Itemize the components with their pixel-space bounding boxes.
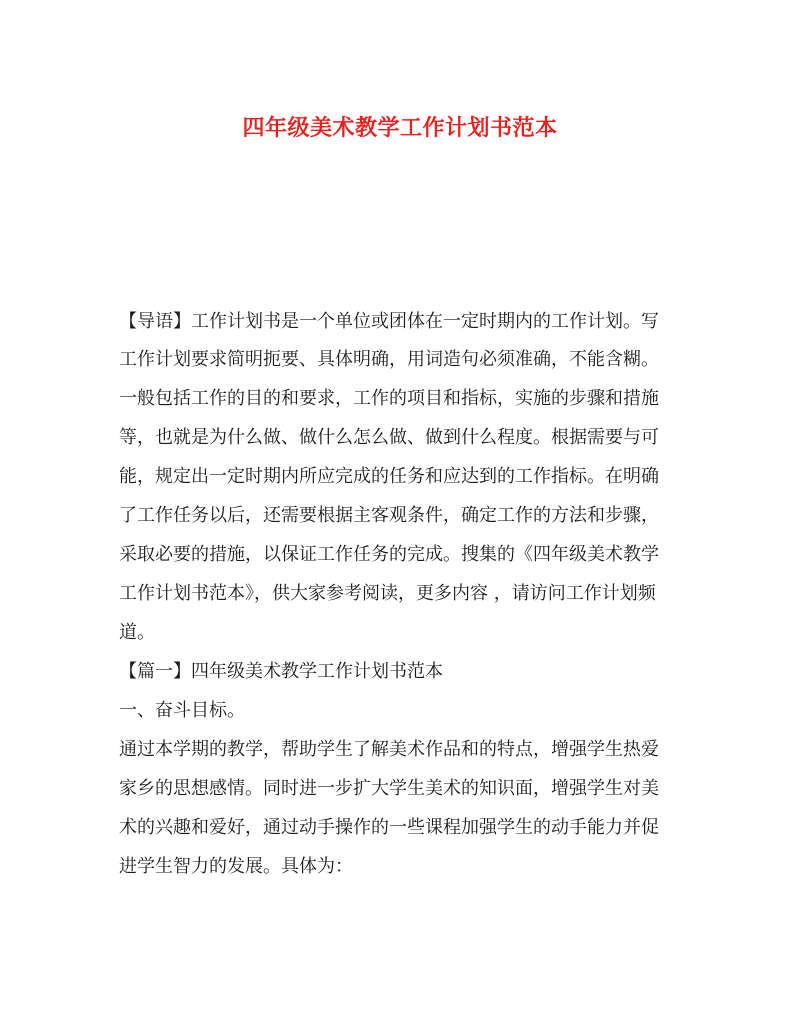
body-line-2: 工作计划要求简明扼要、具体明确，用词造句必须准确，不能含糊。 (119, 349, 659, 370)
body-line-12: 通过本学期的教学，帮助学生了解美术作品和的特点，增强学生热爱 (119, 739, 659, 760)
subsection-heading: 一、奋斗目标。 (119, 700, 245, 721)
body-line-14: 术的兴趣和爱好，通过动手操作的一些课程加强学生的动手能力并促 (119, 817, 659, 838)
document-title: 四年级美术教学工作计划书范本 (242, 115, 558, 141)
body-line-5: 能，规定出一定时期内所应完成的任务和应达到的工作指标。在明确 (119, 466, 659, 487)
body-line-13: 家乡的思想感情。同时进一步扩大学生美术的知识面，增强学生对美 (119, 778, 659, 799)
body-line-1: 【导语】工作计划书是一个单位或团体在一定时期内的工作计划。写 (119, 311, 659, 332)
body-line-6: 了工作任务以后，还需要根据主客观条件，确定工作的方法和步骤， (119, 505, 659, 526)
body-line-7: 采取必要的措施，以保证工作任务的完成。搜集的《四年级美术教学 (119, 544, 659, 565)
section-heading: 【篇一】四年级美术教学工作计划书范本 (119, 661, 443, 682)
body-line-4: 等，也就是为什么做、做什么怎么做、做到什么程度。根据需要与可 (119, 427, 659, 448)
body-line-15: 进学生智力的发展。具体为： (119, 856, 353, 877)
body-line-8: 工作计划书范本》，供大家参考阅读，更多内容 ，请访问工作计划频 (119, 583, 656, 604)
body-line-9: 道。 (119, 622, 155, 643)
body-line-3: 一般包括工作的目的和要求，工作的项目和指标，实施的步骤和措施 (119, 388, 659, 409)
